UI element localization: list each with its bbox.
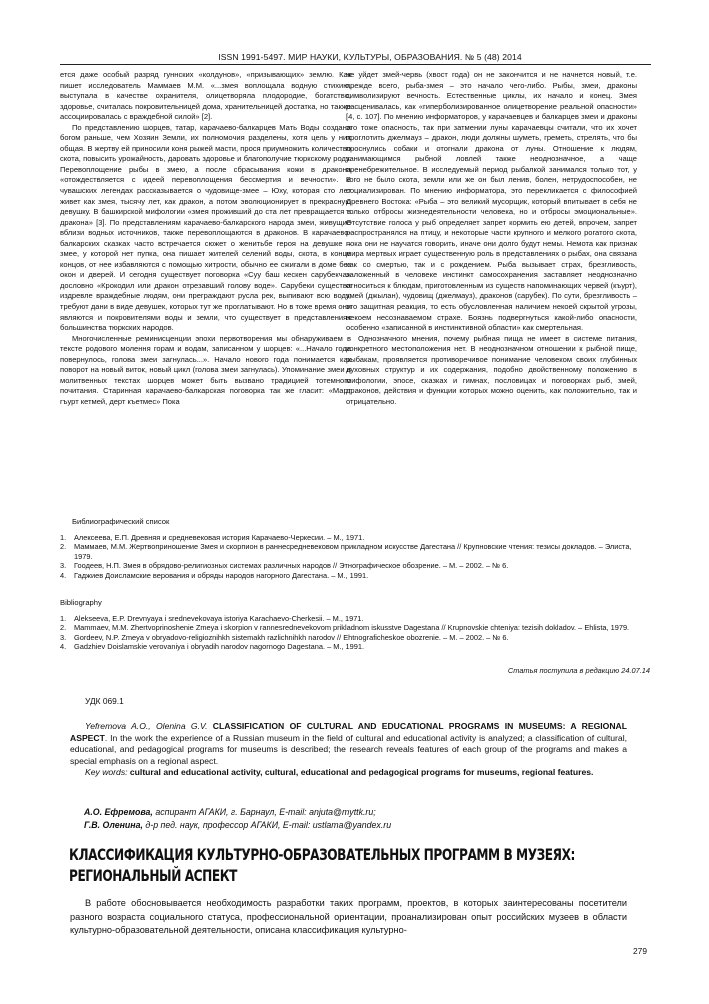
reference-item: 3. Гоодеев, Н.П. Змея в обрядово-религиозных системах различных народов // Этнографическое обозрение. – М. – 2002. – № 6.: [60, 561, 509, 571]
author-line: Г.В. Оленина, д-р пед. наук, профессор АГАКИ, E-mail: ustlama@yandex.ru: [84, 819, 392, 830]
keywords: cultural and educational activity, cultural, educational and pedagogical programs for museums, regional features.: [129, 767, 594, 777]
author-block: [84, 806, 391, 831]
left-column: [60, 70, 351, 408]
author-line: А.О. Ефремова, аспирант АГАКИ, г. Барнаул, E-mail: anjuta@myttk.ru;: [84, 807, 376, 817]
english-abstract: [70, 721, 627, 779]
intro-paragraph: В работе обосновывается необходимость разработки таких программ, проектов, в которых заинтересованы посетители разного возраста социального статуса, профессиональной ориентации, проанализирован опыт российских музеев в области культурно-образовательной деятельности, описана классификация культурно-: [70, 898, 627, 936]
udc-code: УДК 069.1: [85, 696, 124, 706]
reference-item: 4. Гаджиев Доисламские верования и обряды народов нагорного Дагестана. – М., 1991.: [60, 570, 369, 580]
reference-item: 3. Gordeev, N.P. Zmeya v obryadovo-religioznihkh sistemakh razlichnihkh narodov // Ehtnograficheskoe obozrenie. – M. – 2002. – № 6.: [60, 632, 509, 642]
running-head: ISSN 1991-5497. МИР НАУКИ, КУЛЬТУРЫ, ОБРАЗОВАНИЯ. № 5 (48) 2014: [218, 52, 522, 62]
bibliography-russian: [60, 517, 650, 581]
abstract-title: CLASSIFICATION OF CULTURAL AND EDUCATIONAL PROGRAMS IN MUSEUMS: A REGIONAL ASPECT: [70, 721, 627, 743]
paragraph: Однозначного мнения, почему рыбная пища не имеет в системе питания, конкретного местоположения нет. В неоднозначном отношении к рыбной пище, рыбакам, проявляется противоречивое понимание человеком своих глубинных духовных структур и их содержания, подобно двойственному положению в мифологии, эпосе, сказках и гимнах, пословицах и поговорках рыб, змей, драконов, действия и функции которых можно оценить, как положительно, так и отрицательно.: [346, 333, 637, 406]
header-divider: [60, 64, 651, 65]
paragraph: не уйдет змей-червь (хвост года) он не закончится и не начнется новый, т.е. прежде всего, рыба-змея – это начало чего-либо. Рыбы, змеи, драконы символизируют вечность. Естественные циклы, их начало и конец. Змея расценивалась, как «гиперболизированное олицетворение реальной опасности» [4, с. 107]. По мнению информаторов, у карачаевцев и балкарцев змеи и драконы это тоже опасность, так при затмении луны карачаевцы считали, что их хочет проглотить джелмауз – дракон, люди должны шуметь, греметь, стрелять, что бы проснулись собаки и отогнали дракона от луны. Отношение к людям, занимающимся рыбной ловлей также неоднозначное, а чаще пренебрежительное. В исследуемый период рыбалкой занимался только тот, у кого не было скота, земли или же он был ленив, болен, нетрудоспособен, не социализирован. По мнению информатора, это перекликается с философией Древнего Востока: «Рыба – это великий мусорщик, который впитывает в себя не только отбросы жизнедеятельности человека, но и отбросы эмоциональные». Отсутствие голоса у рыб определяет запрет кормить ею детей, впрочем, запрет распространялся на птицу, и некоторые части крупного и мелкого рогатого скота, пока они не научатся говорить, иначе они долго будут немы. Немота как признак мира мертвых играет существенную роль в представлениях о рыбах, она связана как со смертью, так и с рождением. Рыба вызывает страх, брезгливость, заложенный в человеке инстинкт самосохранения заставляет неоднозначно относиться к блюдам, приготовленным из существ напоминающих червей (къурт), змей (джылан), чудовищ (джелмауз), драконов (сарубек). По сути, брезгливость – это защитная реакция, то есть обусловленная наличием некоей скрытой угрозы, некоем несознаваемом страхе. Боязнь подвергнуться какой-либо опасности, особенно «записанной в инстинктивной области» как смертельная.: [346, 70, 637, 333]
paragraph: ется даже особый разряд гуннских «колдунов», «призывающих» землю. Как пишет исследователь Маммаев М.М. «...змея воплощала водную стихию, выступала в качестве охранителя, олицетворяла плодородие, богатство, здоровье, считалась покровительницей дома, хранительницей достатка, но также ассоциировалась с враждебной силой» [2].: [60, 70, 351, 122]
reference-item: 2. Маммаев, М.М. Жертвоприношение Змея и скорпион в раннесредневековом прикладном искусстве Дагестана // Крупновские чтения: тезисы докладов. – Элиста, 1979.: [60, 542, 632, 561]
bibliography-english: [60, 598, 650, 652]
reference-item: 1. Алексеева, Е.П. Древняя и средневековая история Карачаево-Черкесии. – М., 1971.: [60, 532, 365, 542]
article-title: КЛАССИФИКАЦИЯ КУЛЬТУРНО-ОБРАЗОВАТЕЛЬНЫХ ПРОГРАММ В МУЗЕЯХ: РЕГИОНАЛЬНЫЙ АСПЕКТ: [69, 845, 575, 885]
abstract-body: . In the work the experience of a Russian museum in the field of cultural and educational activity is analyzed; a classification of cultural, educational, and pedagogical programs for museums is described; the research reveals features of each group of the programs and makes a special emphasis on a regional aspect.: [70, 732, 627, 766]
reference-item: 2. Mammaev, M.M. Zhertvoprinoshenie Zmeya i skorpion v rannesrednevekovom prikladnom iskusstve Dagestana // Krupnovskie chteniya: tezisih dokladov. – Ehlista, 1979.: [60, 623, 630, 633]
page-number: 279: [633, 946, 647, 956]
keywords-label: Key words:: [85, 767, 128, 777]
reference-item: 4. Gadzhiev Doislamskie verovaniya i obryadih narodov nagornogo Dagestana. – M., 1991.: [60, 642, 365, 652]
paragraph: По представлению шорцев, татар, карачаево-балкарцев Мать Воды создана богом раньше, чем Хозяин Земли, их полномочия разделены, хотя цель у них общая. В жертву ей приносили коня рыжей масти, прося приумножить количество скота, повысить урожайность, даровать здоровье и благополучие тюркскому роду. Перевоплощение рыбы в змею, а после сбрасывания кожи в дракона «отождествляется с идеей перевоплощения бессмертия и вечности». В чувашских легендах рассказывается о чудовище-змее – Юху, которая сто лет живет как змея, тысячу лет, как дракон, а потом эволюционирует в прекрасную девушку. В башкирской мифологии «змея проживший до ста лет превращается в дракона» [3]. По представлениям карачаево-балкарского народа змеи, живущие вблизи водных источников, также перевоплощаются в драконов. В карачаево-балкарских сказках часто встречается сюжет о женитьбе героя на девушке – змее, у которой нет пупка, она пишает жителей селений воды, скота, в конце концов, от нее избавляются с помощью хитрости, обычно ее сжигали в доме без окон и дверей. И сегодня существует поговорка «Суу баш кескен сарубекча» дословно «Крокодил или дракон отрезавший голову воде». Сарубеки существа издревле враждебные людям, они преграждают русла рек, выпивают всю воду, требуют дани в виде девушек, которых тут же проглатывают. Но в тоже время они являются и покровителями воды и земли, что существует в представлениях большинства тюркских народов.: [60, 122, 351, 333]
abstract-authors: Yefremova A.O., Olenina G.V.: [85, 721, 208, 731]
paragraph: Многочисленные реминисценции эпохи первотворения мы обнаруживаем в тексте родового молення горам и водам, записанном у шорцев: «...Начало года повернулось, голова змеи загнулась...». Начало нового года понимается как поворот на новый виток, новый цикл (голова змеи загнулась). Упоминание змеи в молитвенных текстах шорцев может быть вызвано традицией тотемного почитания. Старинная карачаево-балкарская поговорка так же гласит: «Март гъурт кетмей, дерт къетмес» Пока: [60, 333, 351, 406]
received-date: Статья поступила в редакцию 24.07.14: [507, 666, 650, 675]
bibliography-heading: Библиографический список: [72, 517, 170, 526]
reference-item: 1. Alekseeva, E.P. Drevnyaya i srednevekovaya istoriya Karachaevo-Cherkesii. – M., 1971.: [60, 613, 364, 623]
bibliography-heading: Bibliography: [60, 598, 102, 607]
right-column: [346, 70, 637, 408]
